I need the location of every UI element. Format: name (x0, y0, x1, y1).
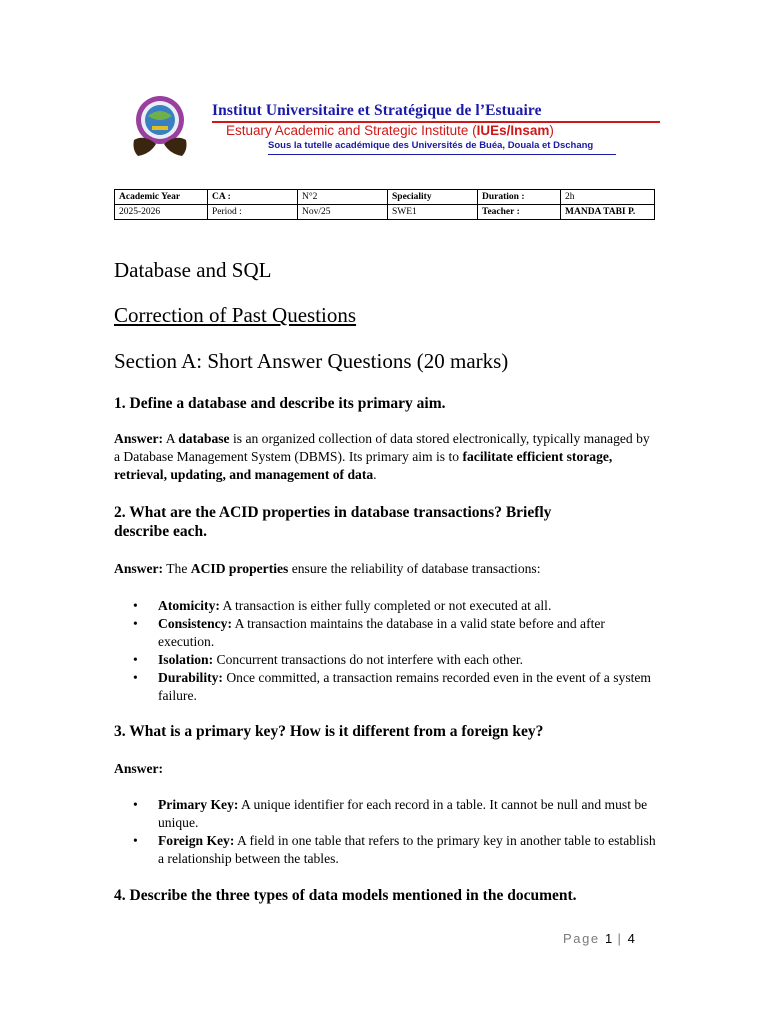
table-cell: Teacher : (478, 205, 561, 220)
list-item: • Atomicity: A transaction is either fully completed or not executed at all. (114, 597, 662, 615)
page-number: 1 (604, 931, 613, 946)
key-list (114, 796, 662, 868)
document-title: Database and SQL (114, 258, 272, 282)
total-pages: 4 (627, 931, 635, 946)
list-item: • Primary Key: A unique identifier for each record in a table. It cannot be null and must be unique. (114, 796, 662, 832)
question-2-line-1: 2. What are the ACID properties in database transactions? Briefly (114, 504, 552, 521)
institute-english-name: Estuary Academic and Strategic Institute (IUEs/Insam) (226, 123, 554, 138)
answer-2: Answer: The ACID properties ensure the reliability of database transactions: (114, 561, 541, 576)
header-blue-rule (268, 154, 616, 155)
question-3: 3. What is a primary key? How is it different from a foreign key? (114, 723, 544, 740)
question-1: 1. Define a database and describe its primary aim. (114, 395, 446, 412)
table-cell: SWE1 (388, 205, 478, 220)
institute-header (128, 94, 668, 164)
page-footer (563, 931, 635, 946)
institute-logo (128, 94, 192, 164)
acid-list (114, 597, 662, 705)
institute-tutelle: Sous la tutelle académique des Universités de Buéa, Douala et Dschang (268, 140, 594, 151)
page-separator: | (617, 931, 623, 946)
list-item: • Foreign Key: A field in one table that refers to the primary key in another table to establish a relationship between the tables. (114, 832, 662, 868)
table-cell: 2h (561, 190, 655, 205)
section-a-heading: Section A: Short Answer Questions (20 marks) (114, 349, 509, 373)
table-row (115, 205, 655, 220)
table-cell: Speciality (388, 190, 478, 205)
course-info-table (114, 189, 655, 220)
answer-1: Answer: A database is an organized collection of data stored electronically, typically managed by a Database Management System (DBMS). Its primary aim is to facilitate efficient storage, retrieval, updating, and management of data. (114, 431, 650, 482)
table-cell: Nov/25 (298, 205, 388, 220)
table-row (115, 190, 655, 205)
list-item: • Consistency: A transaction maintains the database in a valid state before and after execution. (114, 615, 662, 651)
institute-name: Institut Universitaire et Stratégique de l’Estuaire (212, 102, 542, 119)
table-cell: MANDA TABI P. (561, 205, 655, 220)
table-cell: 2025-2026 (115, 205, 208, 220)
answer-3-label: Answer: (114, 761, 164, 776)
question-2-line-2: describe each. (114, 523, 207, 540)
table-cell: CA : (208, 190, 298, 205)
table-cell: Period : (208, 205, 298, 220)
question-4: 4. Describe the three types of data models mentioned in the document. (114, 887, 577, 904)
page-word: Page (563, 931, 600, 946)
table-cell: Academic Year (115, 190, 208, 205)
list-item: • Durability: Once committed, a transaction remains recorded even in the event of a system failure. (114, 669, 662, 705)
document-subtitle: Correction of Past Questions (114, 303, 357, 327)
table-cell: N°2 (298, 190, 388, 205)
table-cell: Duration : (478, 190, 561, 205)
list-item: • Isolation: Concurrent transactions do not interfere with each other. (114, 651, 662, 669)
